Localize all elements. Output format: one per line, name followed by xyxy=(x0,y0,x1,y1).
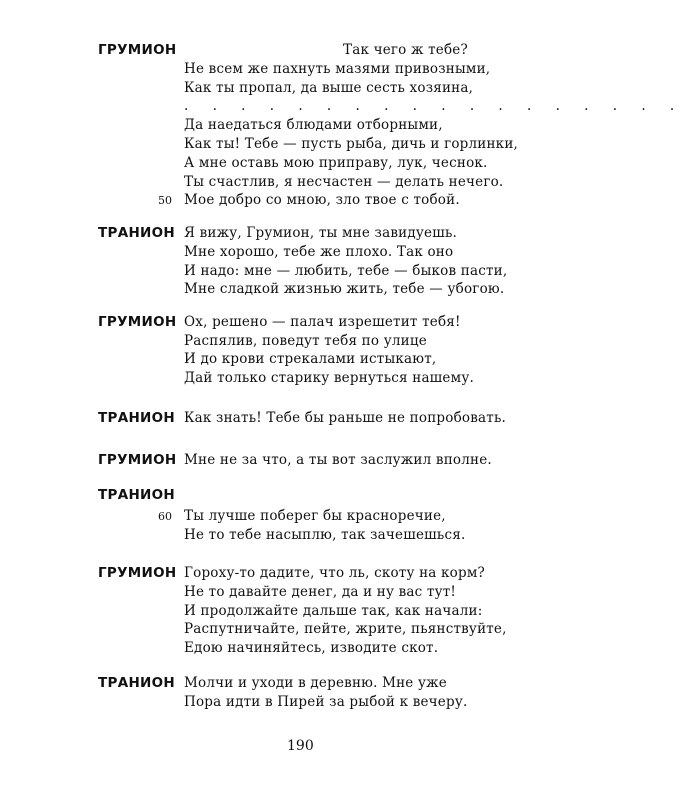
verse-line: И надо: мне — любить, тебе — быков пасти, xyxy=(184,263,508,279)
verse-line: Как ты пропал, да выше сесть хозяина, xyxy=(184,80,474,96)
verse-line: Я вижу, Грумион, ты мне завидуешь. xyxy=(184,225,457,241)
verse-line: Да наедаться блюдами отборными, xyxy=(184,117,443,133)
verse-line: Молчи и уходи в деревню. Мне уже xyxy=(184,675,447,691)
verse-line: Ты счастлив, я несчастен — делать нечего. xyxy=(184,174,504,190)
verse-line: Гороху-то дадите, что ль, скоту на корм? xyxy=(184,565,485,581)
verse-line: Не всем же пахнуть мазями привозными, xyxy=(184,61,491,77)
verse-line: Пора идти в Пирей за рыбой к вечеру. xyxy=(184,694,468,710)
verse-line: Едою начиняйтесь, изводите скот. xyxy=(184,640,439,656)
verse-line: Мне не за что, а ты вот заслужил вполне. xyxy=(184,452,492,468)
speaker-name: ТРАНИОН xyxy=(98,675,176,691)
verse-line: Не то тебе насыплю, так зачешешься. xyxy=(184,527,466,543)
verse-line: Распялив, поведут тебя по улице xyxy=(184,333,427,349)
speaker-name: ГРУМИОН xyxy=(98,565,177,581)
verse-line: Так чего ж тебе? xyxy=(343,42,468,58)
verse-line: И продолжайте дальше так, как начали: xyxy=(184,603,483,619)
verse-line: Дай только старику вернуться нашему. xyxy=(184,370,474,386)
verse-line: Мое добро со мною, зло твое с тобой. xyxy=(184,192,460,208)
verse-line: Не то давайте денег, да и ну вас тут! xyxy=(184,584,457,600)
verse-line: Как ты! Тебе — пусть рыба, дичь и горлинки, xyxy=(184,136,519,152)
verse-line: Ох, решено — палач изрешетит тебя! xyxy=(184,314,461,330)
verse-line: И до крови стрекалами истыкают, xyxy=(184,351,437,367)
speaker-name: ТРАНИОН xyxy=(98,225,176,241)
verse-line: Мне хорошо, тебе же плохо. Так оно xyxy=(184,244,454,260)
verse-line: Мне сладкой жизнью жить, тебе — убогою. xyxy=(184,281,505,297)
verse-line: Как знать! Тебе бы раньше не попробовать. xyxy=(184,410,506,426)
speaker-name: ТРАНИОН xyxy=(98,410,176,426)
line-number: 60 xyxy=(158,510,172,523)
speaker-name: ГРУМИОН xyxy=(98,42,177,58)
line-number: 50 xyxy=(158,194,172,207)
verse-line: Ты лучше поберег бы красноречие, xyxy=(184,508,446,524)
page-number: 190 xyxy=(287,738,314,754)
speaker-name: ГРУМИОН xyxy=(98,314,177,330)
lacuna-dots: . . . . . . . . . . . . . . . . . . xyxy=(184,98,684,114)
speaker-name: ТРАНИОН xyxy=(98,487,176,503)
verse-line: Распутничайте, пейте, жрите, пьянствуйте, xyxy=(184,621,507,637)
verse-line: А мне оставь мою приправу, лук, чеснок. xyxy=(184,155,488,171)
speaker-name: ГРУМИОН xyxy=(98,452,177,468)
